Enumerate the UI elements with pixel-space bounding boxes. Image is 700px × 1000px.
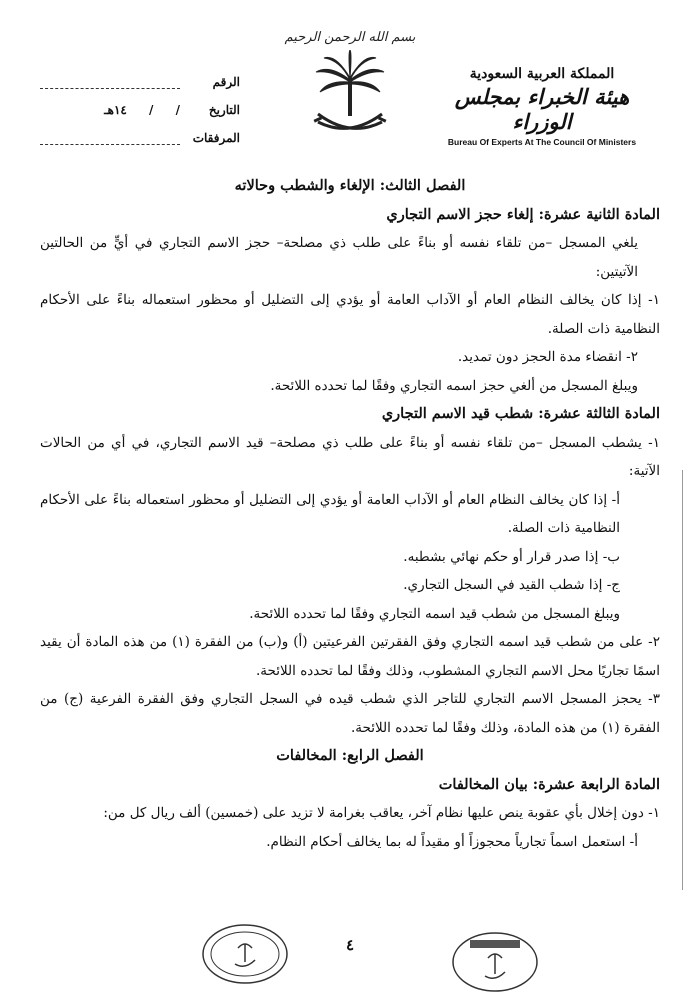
- chapter-heading: الفصل الثالث: الإلغاء والشطب وحالاته: [234, 177, 466, 194]
- paragraph: ١- إذا كان يخالف النظام العام أو الآداب العامة أو يؤدي إلى التضليل أو محظور استعماله بناءً على الأحكام النظامية ذات الصلة.: [40, 292, 660, 337]
- paragraph: أ- إذا كان يخالف النظام العام أو الآداب العامة أو يؤدي إلى التضليل أو محظور استعماله بناءً على الأحكام النظامية ذات الصلة.: [40, 491, 620, 536]
- basmala: بسم الله الرحمن الرحيم: [284, 30, 416, 45]
- ref-label: الرقم: [212, 75, 240, 89]
- ref-row: [40, 68, 240, 96]
- paragraph: ٣- يحجز المسجل الاسم التجاري للتاجر الذي شطب قيده في السجل التجاري وفق الفقرة الفرعية (ج) من الفقرة (١) من هذه المادة، وذلك وفقًا لما تحدده اللائحة.: [40, 691, 660, 736]
- paragraph: ج- إذا شطب القيد في السجل التجاري.: [403, 577, 620, 593]
- date-row: [40, 96, 240, 124]
- date-value: / / ١٤هـ: [104, 103, 180, 117]
- article-heading: المادة الثانية عشرة: إلغاء حجز الاسم التجاري: [386, 205, 660, 223]
- paragraph: يلغي المسجل –من تلقاء نفسه أو بناءً على طلب ذي مصلحة– حجز الاسم التجاري في أيٍّ من الحالتين الآتيتين:: [40, 235, 638, 280]
- official-stamp-icon: [200, 922, 290, 986]
- org-name-english: Bureau Of Experts At The Council Of Ministers: [447, 137, 637, 147]
- date-label: التاريخ: [208, 103, 240, 117]
- attachments-label: المرفقات: [192, 131, 240, 145]
- official-stamp-icon: [450, 930, 540, 994]
- page-number: ٤: [345, 936, 355, 954]
- saudi-emblem-icon: [310, 50, 390, 140]
- organization-header: [432, 66, 652, 147]
- org-country: المملكة العربية السعودية: [469, 66, 615, 82]
- org-name: هيئة الخبراء بمجلس الوزراء: [454, 84, 630, 134]
- document-body: [40, 172, 660, 856]
- paragraph: ٢- انقضاء مدة الحجز دون تمديد.: [457, 349, 638, 365]
- paragraph: ويبلغ المسجل من شطب قيد اسمه التجاري وفقًا لما تحدده اللائحة.: [249, 605, 620, 622]
- article-heading: المادة الرابعة عشرة: بيان المخالفات: [438, 775, 660, 793]
- attachments-row: [40, 124, 240, 152]
- paragraph: ١- دون إخلال بأي عقوبة ينص عليها نظام آخر، يعاقب بغرامة لا تزيد على (خمسين) ألف ريال كل من:: [103, 805, 660, 821]
- attachments-line: [40, 132, 180, 145]
- margin-line: [682, 470, 683, 890]
- paragraph: ب- إذا صدر قرار أو حكم نهائي بشطبه.: [403, 548, 620, 565]
- paragraph: ٢- على من شطب قيد اسمه التجاري وفق الفقرتين الفرعيتين (أ) و(ب) من الفقرة (١) من هذه المادة أن يقيد اسمًا تجاريًا محل الاسم التجاري المشطوب، وذلك وفقًا لما تحدده اللائحة.: [40, 634, 660, 679]
- paragraph: ١- يشطب المسجل –من تلقاء نفسه أو بناءً على طلب ذي مصلحة– قيد الاسم التجاري، في أي من الحالات الآتية:: [40, 434, 660, 479]
- article-heading: المادة الثالثة عشرة: شطب قيد الاسم التجاري: [381, 405, 660, 422]
- chapter-heading: الفصل الرابع: المخالفات: [276, 747, 424, 764]
- ref-line: [40, 76, 180, 89]
- paragraph: أ- استعمل اسماً تجارياً محجوزاً أو مقيداً له بما يخالف أحكام النظام.: [266, 833, 638, 850]
- paragraph: ويبلغ المسجل من ألغي حجز اسمه التجاري وفقًا لما تحدده اللائحة.: [270, 377, 638, 394]
- document-meta: [40, 68, 240, 152]
